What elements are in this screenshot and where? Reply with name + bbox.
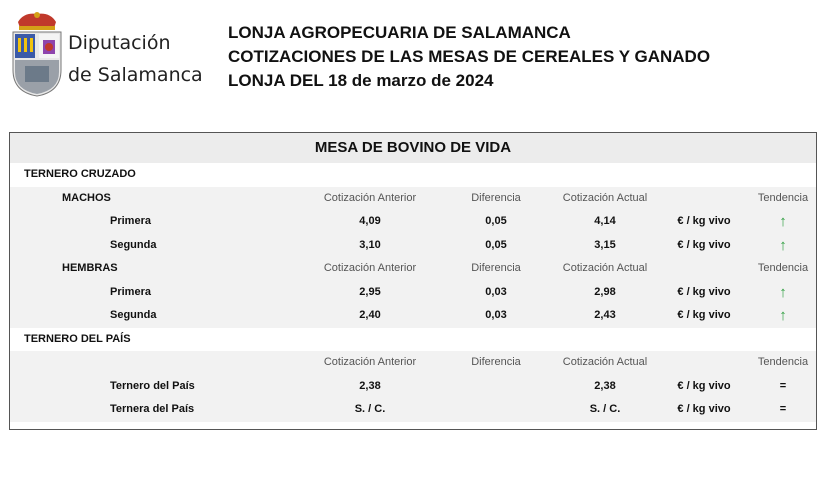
cell-diferencia: 0,05 <box>485 215 507 227</box>
col-tendencia: Tendencia <box>757 356 809 368</box>
col-actual: Cotización Actual <box>562 356 648 368</box>
col-diferencia: Diferencia <box>471 191 521 204</box>
cell-anterior: 2,40 <box>359 309 381 321</box>
col-actual: Cotización Actual <box>562 262 648 274</box>
group-label: HEMBRAS <box>62 262 118 274</box>
cell-anterior: 4,09 <box>359 215 381 227</box>
cell-anterior: 2,38 <box>359 379 381 392</box>
header-line-3: LONJA DEL 18 de marzo de 2024 <box>228 71 494 90</box>
cell-unit: € / kg vivo <box>677 379 731 392</box>
col-actual: Cotización Actual <box>562 191 648 204</box>
cell-anterior: 3,10 <box>359 238 381 251</box>
cell-anterior: S. / C. <box>354 403 386 415</box>
row-label: Segunda <box>110 309 157 321</box>
cell-unit: € / kg vivo <box>677 285 731 298</box>
equal-icon: = <box>779 379 787 392</box>
cell-actual: 2,43 <box>594 309 616 321</box>
header-line-2: COTIZACIONES DE LAS MESAS DE CEREALES Y GANADO <box>228 47 711 66</box>
arrow-up-icon: ↑ <box>779 213 787 230</box>
col-anterior: Cotización Anterior <box>323 356 417 368</box>
row-label: Ternera del País <box>110 403 195 415</box>
cell-actual: 2,38 <box>594 379 616 392</box>
logo <box>10 10 210 100</box>
section-row <box>10 328 816 352</box>
coat-of-arms-icon <box>10 10 64 98</box>
section-row <box>10 163 816 187</box>
row-label: Primera <box>110 215 151 227</box>
cell-diferencia: 0,03 <box>485 309 507 321</box>
col-anterior: Cotización Anterior <box>323 191 417 204</box>
table-row <box>10 210 816 234</box>
arrow-up-icon: ↑ <box>779 236 787 254</box>
row-label: Ternero del País <box>110 379 195 392</box>
table-row <box>10 281 816 305</box>
table-title: MESA DE BOVINO DE VIDA <box>10 133 816 163</box>
table-row <box>10 398 816 422</box>
table-row <box>10 234 816 258</box>
cell-actual: 2,98 <box>594 285 616 298</box>
group-header-row <box>10 187 816 211</box>
col-tendencia: Tendencia <box>757 191 809 204</box>
cell-diferencia: 0,03 <box>485 285 507 298</box>
cell-actual: S. / C. <box>589 403 621 415</box>
logo-text-line1: Diputación <box>68 32 171 54</box>
group-label: MACHOS <box>62 191 111 204</box>
row-label: Primera <box>110 285 151 298</box>
col-tendencia: Tendencia <box>757 262 809 274</box>
header-line-1: LONJA AGROPECUARIA DE SALAMANCA <box>228 23 571 42</box>
arrow-up-icon: ↑ <box>779 283 787 301</box>
cell-actual: 4,14 <box>594 215 616 227</box>
cell-unit: € / kg vivo <box>677 215 731 227</box>
document-header <box>228 21 710 93</box>
cell-diferencia: 0,05 <box>485 238 507 251</box>
col-diferencia: Diferencia <box>471 262 521 274</box>
section-title: TERNERO DEL PAÍS <box>24 332 131 345</box>
logo-text-line2: de Salamanca <box>68 64 203 86</box>
arrow-up-icon: ↑ <box>779 307 787 324</box>
col-anterior: Cotización Anterior <box>323 262 417 274</box>
section-title: TERNERO CRUZADO <box>24 168 136 180</box>
cell-actual: 3,15 <box>594 238 616 251</box>
equal-icon: = <box>779 403 787 415</box>
group-header-row <box>10 257 816 281</box>
table-row <box>10 304 816 328</box>
cell-unit: € / kg vivo <box>677 238 731 251</box>
row-label: Segunda <box>110 238 157 251</box>
price-table <box>9 132 817 430</box>
group-header-row <box>10 351 816 375</box>
cell-anterior: 2,95 <box>359 285 381 298</box>
table-row <box>10 375 816 399</box>
cell-unit: € / kg vivo <box>677 403 731 415</box>
col-diferencia: Diferencia <box>471 356 521 368</box>
cell-unit: € / kg vivo <box>677 309 731 321</box>
